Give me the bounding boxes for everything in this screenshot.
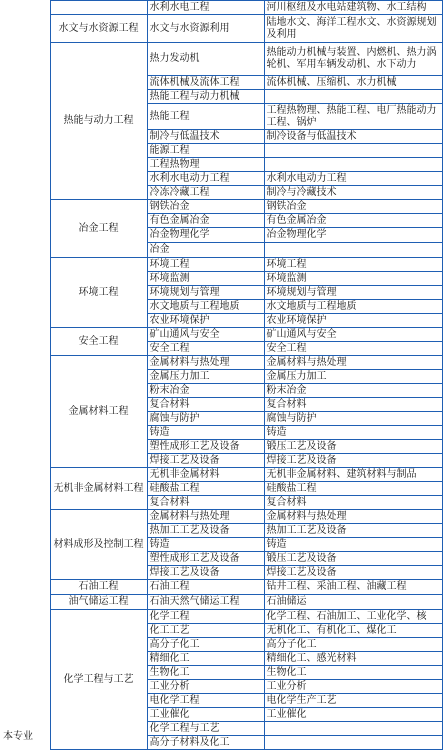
former-major-cell: 金属压力加工: [264, 370, 442, 384]
former-major-cell: 高分子化工: [264, 638, 442, 652]
former-major-cell: 工业催化: [264, 708, 442, 722]
former-major-cell: 工程热物理、热能工程、电厂热能动力工程、锅炉: [264, 104, 442, 130]
former-major-cell: 制冷与冷藏技术: [264, 186, 442, 200]
sub-major-cell: 水利水电动力工程: [147, 172, 264, 186]
former-major-cell: 环境规划与管理: [264, 286, 442, 300]
table-row: [0, 610, 442, 624]
sub-major-cell: 金属材料与热处理: [147, 356, 264, 370]
major-group-cell: 安全工程: [50, 328, 147, 356]
table-row: [0, 200, 442, 214]
major-group-cell: 金属材料工程: [50, 356, 147, 468]
sub-major-cell: 铸造: [147, 426, 264, 440]
major-group-cell: 无机非金属材料工程: [50, 468, 147, 510]
sub-major-cell: 生物化工: [147, 666, 264, 680]
sub-major-cell: 冶金物理化学: [147, 228, 264, 243]
table-row: [0, 328, 442, 342]
sub-major-cell: 安全工程: [147, 342, 264, 356]
former-major-cell: 粉末冶金: [264, 384, 442, 398]
sub-major-cell: 高分子材料及化工: [147, 736, 264, 750]
former-major-cell: 锻压工艺及设备: [264, 440, 442, 454]
sub-major-cell: 工业分析: [147, 680, 264, 694]
sub-major-cell: 工业催化: [147, 708, 264, 722]
former-major-cell: [264, 722, 442, 736]
former-major-cell: 钢铁冶金: [264, 200, 442, 214]
sub-major-cell: 无机非金属材料: [147, 468, 264, 482]
former-major-cell: 热加工工艺及设备: [264, 524, 442, 538]
sub-major-cell: 能源工程: [147, 144, 264, 158]
sub-major-cell: 环境规划与管理: [147, 286, 264, 300]
sub-major-cell: 塑性成形工艺及设备: [147, 552, 264, 566]
sub-major-cell: 石油工程: [147, 580, 264, 595]
major-group-cell: 水文与水资源工程: [50, 15, 147, 43]
sub-major-cell: 热加工工艺及设备: [147, 524, 264, 538]
former-major-cell: 水文地质与工程地质: [264, 300, 442, 314]
former-major-cell: 矿山通风与安全: [264, 328, 442, 342]
former-major-cell: 硅酸盐工程: [264, 482, 442, 496]
table-row: [0, 468, 442, 482]
former-major-cell: 制冷设备与低温技术: [264, 130, 442, 144]
former-major-cell: [264, 736, 442, 750]
table-row: [0, 1, 442, 15]
sub-major-cell: 石油天然气储运工程: [147, 595, 264, 610]
former-major-cell: 热能动力机械与装置、内燃机、热力涡轮机、军用车辆发动机、水下动力: [264, 43, 442, 76]
former-major-cell: 生物化工: [264, 666, 442, 680]
table-row: [0, 258, 442, 272]
sub-major-cell: 硅酸盐工程: [147, 482, 264, 496]
former-major-cell: 无机化工、有机化工、煤化工: [264, 624, 442, 638]
sub-major-cell: 工程热物理: [147, 158, 264, 172]
major-group-cell: 冶金工程: [50, 200, 147, 258]
sub-major-cell: 冶金: [147, 243, 264, 258]
sub-major-cell: 焊接工艺及设备: [147, 454, 264, 468]
former-major-cell: 环境工程: [264, 258, 442, 272]
sub-major-cell: 金属压力加工: [147, 370, 264, 384]
table-row: [0, 43, 442, 76]
sub-major-cell: 塑性成形工艺及设备: [147, 440, 264, 454]
former-major-cell: 化学工程、石油加工、工业化学、核: [264, 610, 442, 624]
sub-major-cell: 矿山通风与安全: [147, 328, 264, 342]
former-major-cell: 金属材料与热处理: [264, 510, 442, 524]
sub-major-cell: 农业环境保护: [147, 314, 264, 328]
former-major-cell: [264, 90, 442, 104]
major-group-cell: 热能与动力工程: [50, 43, 147, 200]
former-major-cell: 流体机械、压缩机、水力机械: [264, 76, 442, 90]
former-major-cell: 焊接工艺及设备: [264, 566, 442, 580]
sub-major-cell: 热能工程与动力机械: [147, 90, 264, 104]
former-major-cell: 安全工程: [264, 342, 442, 356]
side-label-column: [0, 1, 50, 750]
side-label: 本专业: [3, 731, 33, 742]
former-major-cell: 水利水电动力工程: [264, 172, 442, 186]
major-group-cell: 环境工程: [50, 258, 147, 328]
former-major-cell: 冶金物理化学: [264, 228, 442, 243]
sub-major-cell: 铸造: [147, 538, 264, 552]
sub-major-cell: 水文与水资源利用: [147, 15, 264, 43]
former-major-cell: 铸造: [264, 538, 442, 552]
sub-major-cell: 有色金属冶金: [147, 214, 264, 228]
major-group-cell: 材料成形及控制工程: [50, 510, 147, 580]
sub-major-cell: 复合材料: [147, 496, 264, 510]
former-major-cell: [264, 243, 442, 258]
sub-major-cell: 复合材料: [147, 398, 264, 412]
former-major-cell: [264, 158, 442, 172]
former-major-cell: 精细化工、感光材料: [264, 652, 442, 666]
former-major-cell: 复合材料: [264, 496, 442, 510]
sub-major-cell: 热力发动机: [147, 43, 264, 76]
sub-major-cell: 腐蚀与防护: [147, 412, 264, 426]
former-major-cell: 陆地水文、海洋工程水文、水资源规划及利用: [264, 15, 442, 43]
major-group-cell: 化学工程与工艺: [50, 610, 147, 750]
former-major-cell: 农业环境保护: [264, 314, 442, 328]
sub-major-cell: 钢铁冶金: [147, 200, 264, 214]
sub-major-cell: 电化学工程: [147, 694, 264, 708]
sub-major-cell: 环境工程: [147, 258, 264, 272]
former-major-cell: 钻井工程、采油工程、油藏工程: [264, 580, 442, 595]
former-major-cell: 电化学生产工艺: [264, 694, 442, 708]
sub-major-cell: 化工工艺: [147, 624, 264, 638]
former-major-cell: 河川枢纽及水电站建筑物、水工结构: [264, 1, 442, 15]
sub-major-cell: 水文地质与工程地质: [147, 300, 264, 314]
former-major-cell: 石油储运: [264, 595, 442, 610]
sub-major-cell: 化学工程与工艺: [147, 722, 264, 736]
former-major-cell: 腐蚀与防护: [264, 412, 442, 426]
sub-major-cell: 金属材料与热处理: [147, 510, 264, 524]
sub-major-cell: 环境监测: [147, 272, 264, 286]
sub-major-cell: 热能工程: [147, 104, 264, 130]
sub-major-cell: 焊接工艺及设备: [147, 566, 264, 580]
sub-major-cell: 制冷与低温技术: [147, 130, 264, 144]
former-major-cell: 金属材料与热处理: [264, 356, 442, 370]
sub-major-cell: 化学工程: [147, 610, 264, 624]
table-row: [0, 510, 442, 524]
former-major-cell: 铸造: [264, 426, 442, 440]
table-row: [0, 580, 442, 595]
sub-major-cell: 精细化工: [147, 652, 264, 666]
former-major-cell: [264, 144, 442, 158]
sub-major-cell: 流体机械及流体工程: [147, 76, 264, 90]
table-row: [0, 595, 442, 610]
major-group-cell: 油气储运工程: [50, 595, 147, 610]
former-major-cell: 锻压工艺及设备: [264, 552, 442, 566]
major-group-cell: 石油工程: [50, 580, 147, 595]
table-row: [0, 356, 442, 370]
former-major-cell: 工业分析: [264, 680, 442, 694]
major-group-cell: [50, 1, 147, 15]
table-row: [0, 15, 442, 43]
sub-major-cell: 冷冻冷藏工程: [147, 186, 264, 200]
sub-major-cell: 高分子化工: [147, 638, 264, 652]
former-major-cell: 环境监测: [264, 272, 442, 286]
sub-major-cell: 水利水电工程: [147, 1, 264, 15]
former-major-cell: 无机非金属材料、建筑材料与制品: [264, 468, 442, 482]
former-major-cell: 焊接工艺及设备: [264, 454, 442, 468]
former-major-cell: 复合材料: [264, 398, 442, 412]
major-table-body: [0, 1, 442, 750]
sub-major-cell: 粉末冶金: [147, 384, 264, 398]
former-major-cell: 有色金属冶金: [264, 214, 442, 228]
